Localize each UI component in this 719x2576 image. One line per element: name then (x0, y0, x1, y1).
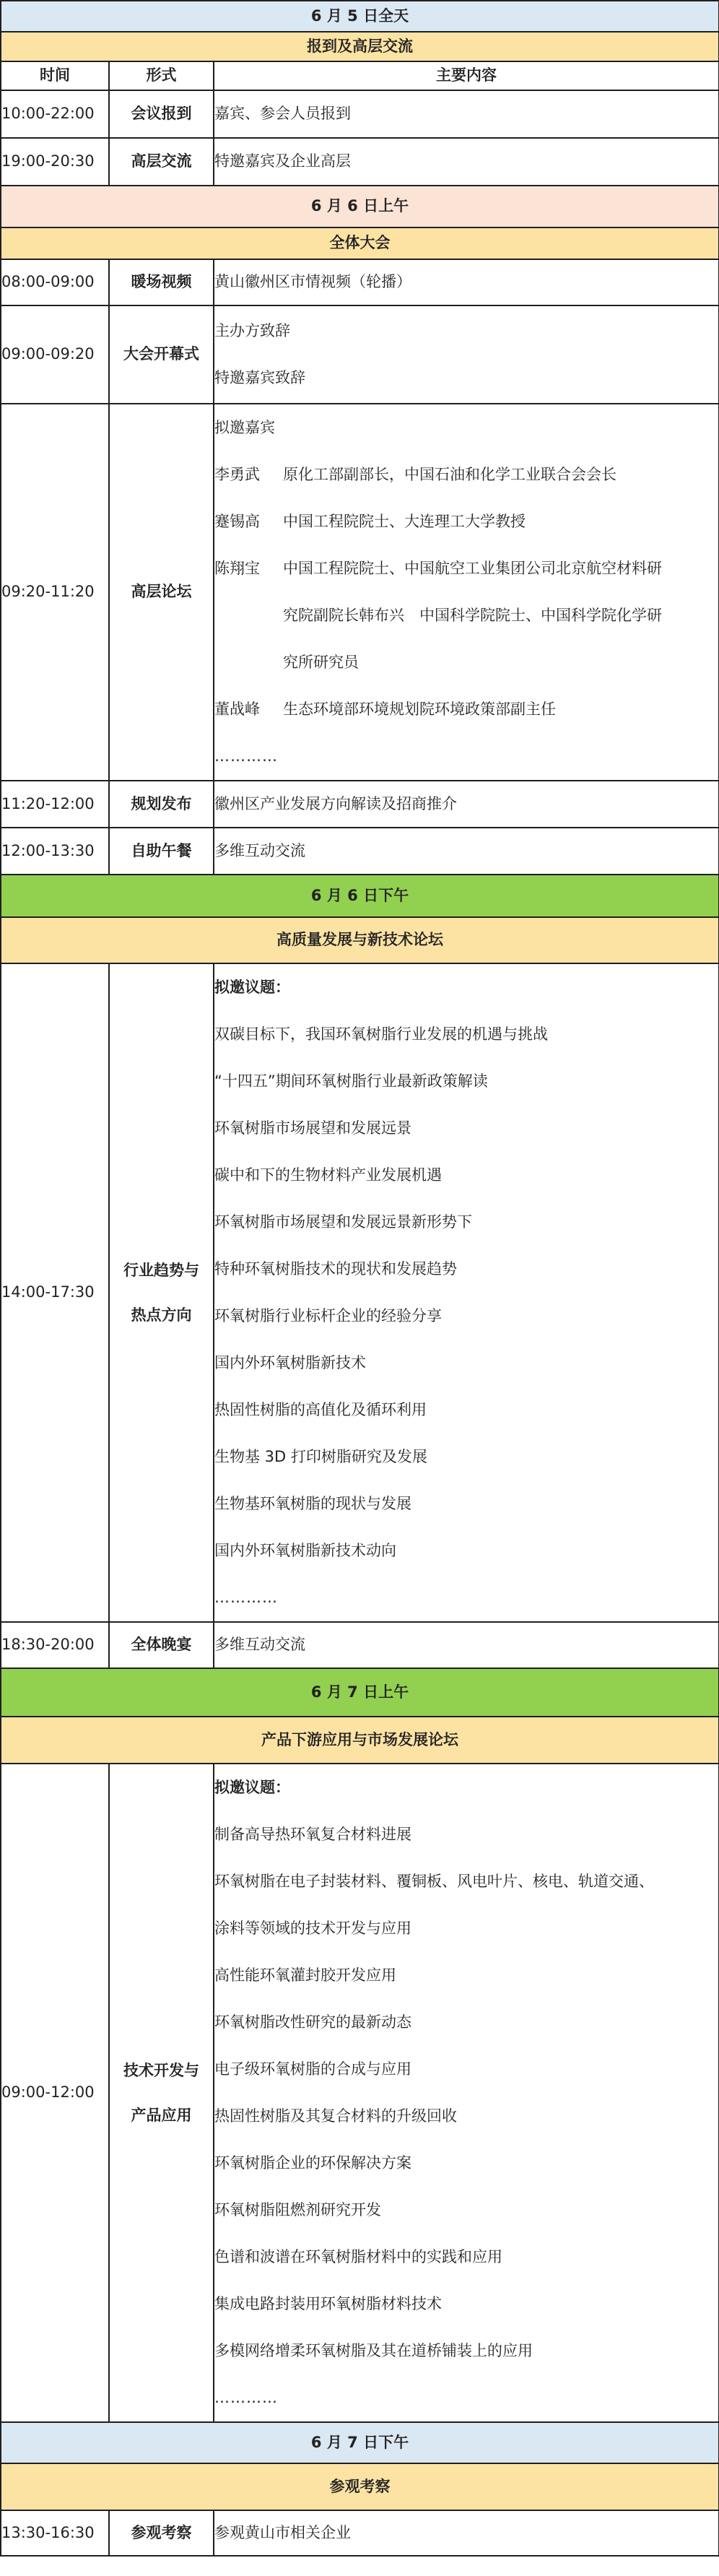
topic-item: 集成电路封装用环氧树脂材料技术 (214, 2295, 442, 2312)
topic-item: 热固性树脂的高值化及循环利用 (214, 1401, 427, 1418)
speaker-name: 蹇锡高 (214, 513, 260, 530)
speaker-title: 原化工部副部长，中国石油和化学工业联合会会长 (283, 466, 616, 483)
row-content: 嘉宾、参会人员报到 (214, 90, 719, 138)
row-time: 08:00-09:00 (1, 259, 109, 305)
topic-item: 环氧树脂市场展望和发展远景 (214, 1119, 411, 1137)
row-time: 18:30-20:00 (1, 1622, 109, 1668)
row-time: 14:00-17:30 (1, 963, 109, 1622)
session-bar-row (1, 32, 719, 61)
topic-item: 色谱和波谱在环氧树脂材料中的实践和应用 (214, 2248, 502, 2265)
ellipsis: ………… (214, 747, 278, 765)
topic-item: 环氧树脂在电子封装材料、覆铜板、风电叶片、核电、轨道交通、 (214, 1873, 654, 1890)
topic-item: 环氧树脂行业标杆企业的经验分享 (214, 1307, 442, 1324)
speaker-title: 生态环境部环境规划院环境政策部副主任 (283, 701, 556, 718)
opening-item: 特邀嘉宾致辞 (214, 369, 305, 386)
row-time: 09:00-09:20 (1, 305, 109, 404)
topic-item: 国内外环氧树脂新技术动向 (214, 1542, 396, 1559)
topic-item: 电子级环氧树脂的合成与应用 (214, 2060, 411, 2078)
day-bar-jun6-pm: 6 月 6 日下午 (1, 875, 719, 917)
topics-label: 拟邀议题： (214, 979, 290, 996)
row-form: 高层交流 (109, 138, 214, 186)
row-content: 多维互动交流 (214, 1622, 719, 1668)
day-bar-jun6-am: 6 月 6 日上午 (1, 186, 719, 227)
session-title-downstream-forum: 产品下游应用与市场发展论坛 (1, 1717, 719, 1764)
table-row (1, 828, 719, 875)
speaker-line (214, 451, 718, 498)
session-title-quality-forum: 高质量发展与新技术论坛 (1, 917, 719, 963)
day-bar-row (1, 186, 719, 227)
form-line: 热点方向 (131, 1306, 192, 1324)
topic-item: 特种环氧树脂技术的现状和发展趋势 (214, 1260, 457, 1278)
topic-item: 环氧树脂阻燃剂研究开发 (214, 2201, 381, 2219)
table-row (1, 90, 719, 138)
row-form (109, 1764, 214, 2422)
topic-item: “十四五”期间环氧树脂行业最新政策解读 (214, 1072, 488, 1090)
topic-item: 热固性树脂及其复合材料的升级回收 (214, 2107, 457, 2125)
row-content (214, 305, 719, 404)
session-bar-row (1, 227, 719, 259)
day-bar-jun5: 6 月 5 日全天 (1, 1, 719, 32)
ellipsis: ………… (214, 2389, 278, 2406)
topic-item: 多模网络增柔环氧树脂及其在道桥铺装上的应用 (214, 2342, 533, 2359)
table-row (1, 138, 719, 186)
form-line: 技术开发与 (123, 2062, 199, 2079)
row-time: 09:00-12:00 (1, 1764, 109, 2422)
table-row (1, 404, 719, 781)
speaker-line-continued: 究院副院长韩布兴 中国科学院院士、中国科学院化学研 (283, 607, 662, 624)
row-content (214, 404, 719, 781)
header-time: 时间 (1, 61, 109, 90)
topic-item: 碳中和下的生物材料产业发展机遇 (214, 1166, 442, 1184)
row-time: 11:20-12:00 (1, 781, 109, 828)
opening-item: 主办方致辞 (214, 322, 290, 339)
day-bar-row (1, 1668, 719, 1717)
row-time: 10:00-22:00 (1, 90, 109, 138)
row-content: 黄山徽州区市情视频（轮播） (214, 259, 719, 305)
form-line: 行业趋势与 (123, 1262, 199, 1279)
row-time: 09:20-11:20 (1, 404, 109, 781)
row-form: 规划发布 (109, 781, 214, 828)
row-form: 大会开幕式 (109, 305, 214, 404)
topic-item: 生物基环氧树脂的现状与发展 (214, 1495, 411, 1512)
table-header-row (1, 61, 719, 90)
row-time: 12:00-13:30 (1, 828, 109, 875)
session-title-checkin: 报到及高层交流 (1, 32, 719, 61)
row-content: 特邀嘉宾及企业高层 (214, 138, 719, 186)
table-row (1, 2510, 719, 2556)
form-line: 产品应用 (131, 2107, 192, 2124)
speaker-line-continued: 究所研究员 (283, 654, 359, 671)
header-content: 主要内容 (214, 61, 719, 90)
table-row (1, 1764, 719, 2422)
speaker-title: 中国工程院院士、大连理工大学教授 (283, 513, 526, 530)
row-form (109, 963, 214, 1622)
session-title-plenary: 全体大会 (1, 227, 719, 259)
topic-item: 环氧树脂市场展望和发展远景新形势下 (214, 1213, 472, 1231)
topic-item: 国内外环氧树脂新技术 (214, 1354, 366, 1371)
row-form: 会议报到 (109, 90, 214, 138)
session-bar-row (1, 917, 719, 963)
row-form: 高层论坛 (109, 404, 214, 781)
session-title-site-visit: 参观考察 (1, 2463, 719, 2510)
day-bar-row (1, 875, 719, 917)
topic-item: 高性能环氧灌封胶开发应用 (214, 1966, 396, 1984)
session-bar-row (1, 2463, 719, 2510)
row-form: 自助午餐 (109, 828, 214, 875)
row-time: 19:00-20:30 (1, 138, 109, 186)
table-row (1, 963, 719, 1622)
topics-label: 拟邀议题： (214, 1779, 290, 1796)
speaker-name: 李勇武 (214, 466, 260, 483)
row-content: 多维互动交流 (214, 828, 719, 875)
ellipsis: ………… (214, 1589, 278, 1606)
row-content (214, 963, 719, 1622)
speaker-line (214, 498, 718, 545)
speaker-name: 陈翔宝 (214, 560, 260, 577)
day-bar-jun7-am: 6 月 7 日上午 (1, 1668, 719, 1717)
forum-intro: 拟邀嘉宾 (214, 419, 275, 436)
topic-item: 制备高导热环氧复合材料进展 (214, 1826, 411, 1843)
row-content: 参观黄山市相关企业 (214, 2510, 719, 2556)
row-form: 暖场视频 (109, 259, 214, 305)
row-content (214, 1764, 719, 2422)
speaker-line (214, 686, 718, 733)
table-row (1, 1622, 719, 1668)
speaker-name: 董战峰 (214, 701, 260, 718)
table-row (1, 259, 719, 305)
table-row (1, 781, 719, 828)
day-bar-jun7-pm: 6 月 7 日下午 (1, 2422, 719, 2463)
day-bar-row (1, 2422, 719, 2463)
topic-item: 生物基 3D 打印树脂研究及发展 (214, 1448, 427, 1465)
day-bar-row (1, 1, 719, 32)
session-bar-row (1, 1717, 719, 1764)
row-content: 徽州区产业发展方向解读及招商推介 (214, 781, 719, 828)
topic-item: 环氧树脂改性研究的最新动态 (214, 2013, 411, 2031)
table-row (1, 305, 719, 404)
row-time: 13:30-16:30 (1, 2510, 109, 2556)
topic-item: 双碳目标下，我国环氧树脂行业发展的机遇与挑战 (214, 1025, 548, 1043)
speaker-title: 中国工程院院士、中国航空工业集团公司北京航空材料研 (283, 560, 662, 577)
topic-item: 涂料等领域的技术开发与应用 (214, 1920, 411, 1937)
header-form: 形式 (109, 61, 214, 90)
topic-item: 环氧树脂企业的环保解决方案 (214, 2154, 411, 2172)
speaker-line (214, 545, 718, 592)
row-form: 全体晚宴 (109, 1622, 214, 1668)
row-form: 参观考察 (109, 2510, 214, 2556)
